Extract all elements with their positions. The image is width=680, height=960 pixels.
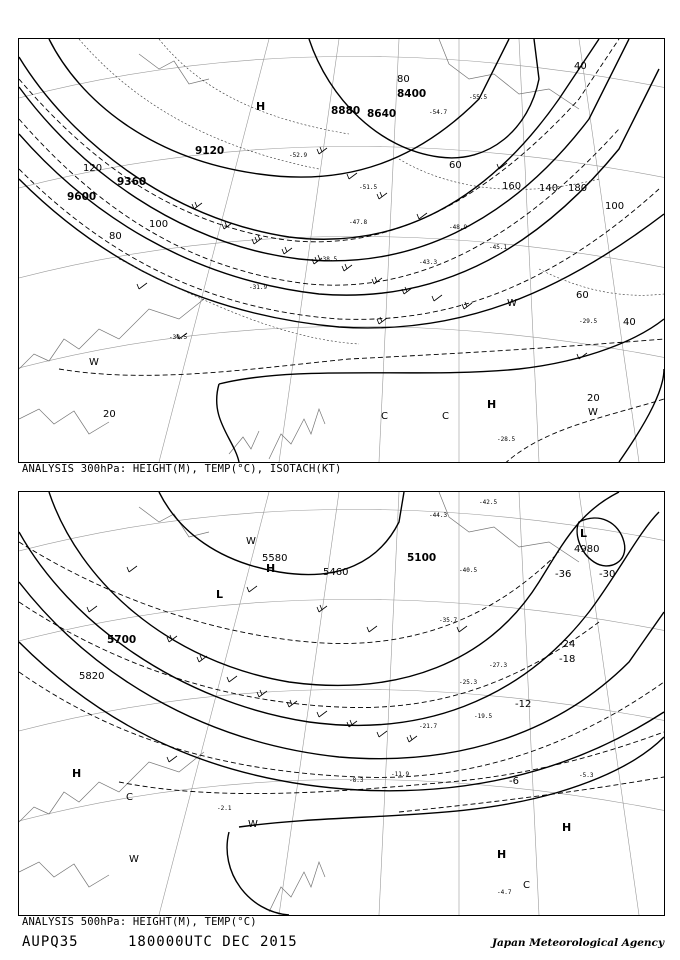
panel-caption-300hpa: ANALYSIS 300hPa: HEIGHT(M), TEMP(°C), ISOTACH(KT) <box>22 463 342 475</box>
temp-sample: -54.7 <box>429 109 448 116</box>
temp-sample: -48.9 <box>449 224 468 231</box>
cold-center-marker: C <box>442 411 449 422</box>
height-label-8400: 8400 <box>397 88 427 100</box>
wind-barbs <box>87 566 467 762</box>
isotach-label-160: 160 <box>502 181 522 192</box>
isotach-label-20: 20 <box>587 393 600 404</box>
warm-center-marker: W <box>246 536 256 547</box>
warm-center-marker: W <box>89 357 99 368</box>
isotherm-label--24: -24 <box>559 639 576 650</box>
chart-code: AUPQ35 <box>22 934 79 950</box>
height-label-5820: 5820 <box>79 671 105 682</box>
isotach-label-40: 40 <box>623 317 636 328</box>
isotach-label-180: 180 <box>568 183 588 194</box>
temp-sample: -8.3 <box>349 777 364 784</box>
isotach-label-20-west: 20 <box>103 409 116 420</box>
isotach-label-80: 80 <box>109 231 122 242</box>
isotach-label-60-north: 60 <box>449 160 462 171</box>
temp-sample: -25.3 <box>459 679 478 686</box>
height-contours <box>19 39 664 462</box>
graticule-lines <box>19 39 664 462</box>
temp-sample: -47.8 <box>349 219 368 226</box>
temp-sample: -38.5 <box>319 256 338 263</box>
map-panel-300hpa <box>18 38 665 463</box>
temp-sample: -29.5 <box>579 318 598 325</box>
cold-center-marker: C <box>126 792 133 803</box>
warm-center-marker: W <box>507 298 517 309</box>
high-center-marker: H <box>72 767 82 780</box>
valid-time: 180000UTC DEC 2015 <box>128 934 298 950</box>
temp-sample: -55.5 <box>469 94 488 101</box>
isotherm-lines <box>19 542 664 812</box>
temp-sample: -27.3 <box>489 662 508 669</box>
high-center-marker: H <box>562 821 572 834</box>
isotach-label-60: 60 <box>576 290 589 301</box>
height-label-5580: 5580 <box>262 553 288 564</box>
temp-sample: -45.1 <box>489 244 508 251</box>
temp-sample: -19.5 <box>474 713 493 720</box>
height-contours <box>19 492 664 915</box>
graticule-lines <box>19 492 664 915</box>
temp-sample: -2.1 <box>217 805 232 812</box>
isotach-label-80-north: 80 <box>397 74 410 85</box>
panel-caption-500hpa: ANALYSIS 500hPa: HEIGHT(M), TEMP(°C) <box>22 916 257 928</box>
isotach-label-100: 100 <box>605 201 625 212</box>
warm-center-marker: W <box>248 819 258 830</box>
high-center-marker: H <box>497 848 507 861</box>
isotherm-label--12: -12 <box>515 699 532 710</box>
isotherm-label--18: -18 <box>559 654 576 665</box>
isotherm-label--36: -36 <box>555 569 572 580</box>
temp-sample: -30.5 <box>169 334 188 341</box>
temp-sample: -42.5 <box>479 499 498 506</box>
height-label-8640: 8640 <box>367 108 397 120</box>
temp-sample: -52.9 <box>289 152 308 159</box>
temp-sample: -21.7 <box>419 723 438 730</box>
cold-center-marker: C <box>523 880 530 891</box>
isotherm-label--6: -6 <box>509 776 519 787</box>
height-label-9120: 9120 <box>195 145 225 157</box>
height-label-5460: 5460 <box>323 567 349 578</box>
map-canvas-500hpa <box>19 492 664 915</box>
warm-center-marker: W <box>588 407 598 418</box>
height-label-5700: 5700 <box>107 634 137 646</box>
height-label-9360: 9360 <box>117 176 147 188</box>
temp-sample: -44.3 <box>429 512 448 519</box>
isotach-lines <box>19 39 664 462</box>
height-label-8880: 8880 <box>331 105 361 117</box>
high-center-marker: H <box>487 398 497 411</box>
coastlines <box>19 492 579 912</box>
isotach-label-40-north: 40 <box>574 61 587 72</box>
temp-sample: -11.9 <box>391 771 410 778</box>
temp-sample: -5.3 <box>579 772 594 779</box>
temp-sample: -51.5 <box>359 184 378 191</box>
cold-center-marker: C <box>381 411 388 422</box>
height-label-5100: 5100 <box>407 552 437 564</box>
temp-sample: -35.7 <box>439 617 458 624</box>
isotherm-label--30: -30 <box>599 569 616 580</box>
low-center-marker: L <box>580 527 588 540</box>
high-center-marker: H <box>256 100 266 113</box>
isotach-label-100-west: 100 <box>149 219 169 230</box>
temp-sample: -31.9 <box>249 284 268 291</box>
height-label-9600: 9600 <box>67 191 97 203</box>
isotach-label-120: 120 <box>83 163 103 174</box>
warm-center-marker: W <box>129 854 139 865</box>
map-panel-500hpa <box>18 491 665 916</box>
wind-barbs <box>137 147 587 359</box>
high-center-marker: H <box>266 562 276 575</box>
map-canvas-300hpa <box>19 39 664 462</box>
agency-name: Japan Meteorological Agency <box>492 937 665 949</box>
temp-sample: -43.3 <box>419 259 438 266</box>
height-label-4980: 4980 <box>574 544 600 555</box>
temp-sample: -40.5 <box>459 567 478 574</box>
temp-sample: -4.7 <box>497 889 512 896</box>
isotach-label-140: 140 <box>539 183 559 194</box>
low-center-marker: L <box>216 588 224 601</box>
temp-sample: -28.5 <box>497 436 516 443</box>
